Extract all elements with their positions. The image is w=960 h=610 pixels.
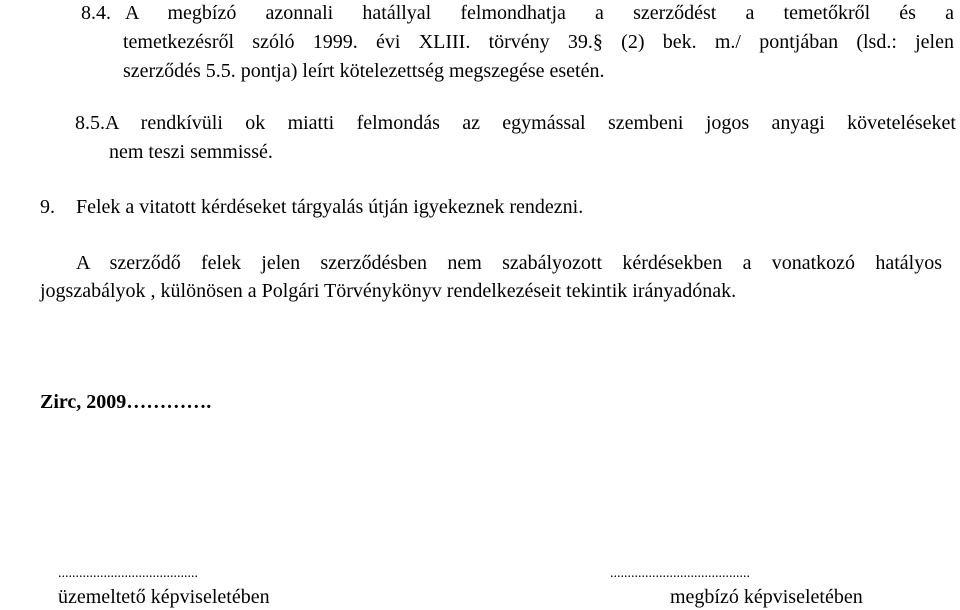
- clause-8-5-number: 8.5.: [75, 112, 105, 134]
- clause-8-4-line-3: szerződés 5.5. pontja) leírt kötelezettség megszegése esetén.: [123, 60, 605, 82]
- left-signature-label: üzemeltető képviseletében: [58, 586, 270, 608]
- right-signature-label: megbízó képviseletében: [670, 586, 863, 608]
- clause-9-number: 9.: [40, 196, 55, 218]
- clause-9-text: Felek a vitatott kérdéseket tárgyalás útján igyekeznek rendezni.: [76, 196, 584, 218]
- clause-8-5-text-line-1: A rendkívüli ok miatti felmondás az egymással szembeni jogos anyagi követeléseket: [105, 112, 956, 134]
- clause-8-4-text-line-1: A megbízó azonnali hatállyal felmondhatja a szerződést a temetőkről és a: [125, 2, 954, 24]
- right-signature-dots: ........................................: [610, 566, 750, 581]
- closing-paragraph-line-2: jogszabályok , különösen a Polgári Törvénykönyv rendelkezéseit tekintik irányadónak.: [40, 280, 737, 302]
- left-signature-dots: ........................................: [58, 566, 198, 581]
- clause-8-4-number: 8.4.: [81, 2, 111, 24]
- clause-8-4-line-1: [81, 1, 954, 25]
- clause-8-5-line-2: nem teszi semmissé.: [109, 141, 273, 163]
- place-date: Zirc, 2009………….: [40, 391, 212, 413]
- clause-9: [40, 195, 583, 219]
- clause-8-4-line-2: temetkezésről szóló 1999. évi XLIII. törvény 39.§ (2) bek. m./ pontjában (lsd.: jelen: [123, 31, 954, 53]
- closing-paragraph-line-1: A szerződő felek jelen szerződésben nem szabályozott kérdésekben a vonatkozó hatályos: [76, 252, 942, 274]
- clause-8-5-line-1: [75, 111, 956, 135]
